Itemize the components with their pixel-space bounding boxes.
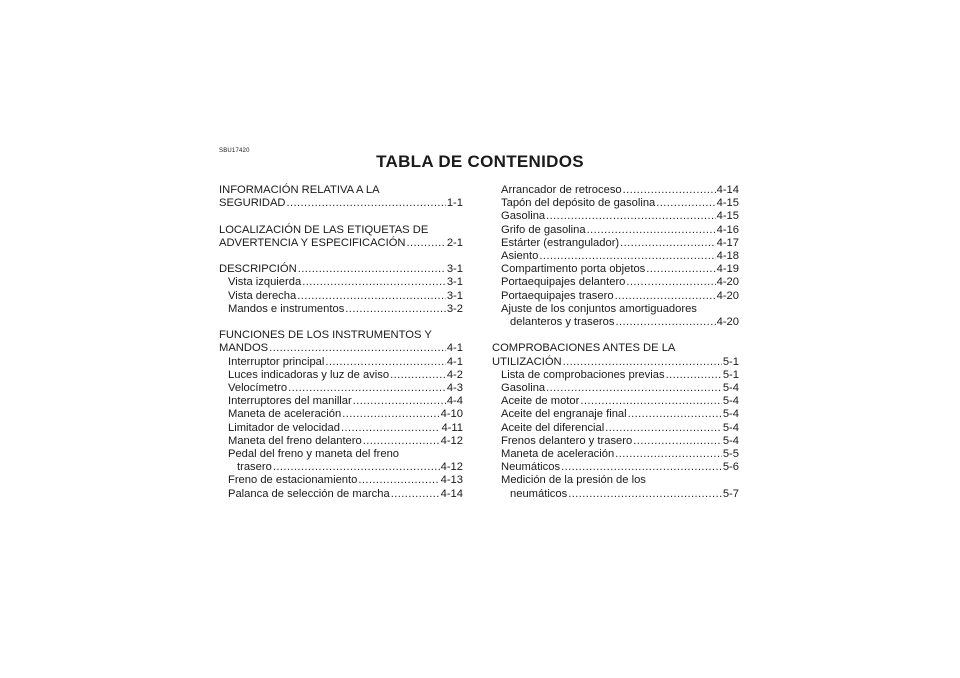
toc-entry-page: 4-12	[440, 461, 463, 474]
page-title: TABLA DE CONTENIDOS	[376, 152, 584, 171]
toc-section-heading: INFORMACIÓN RELATIVA A LA	[219, 184, 380, 196]
dot-leader	[626, 276, 715, 289]
toc-left-column	[219, 184, 463, 501]
dot-leader	[353, 395, 446, 408]
toc-subentry[interactable]	[492, 461, 739, 474]
toc-subentry[interactable]	[219, 422, 463, 435]
dot-leader	[615, 448, 722, 461]
toc-entry-page: 4-15	[716, 210, 739, 223]
toc-entry-title: Portaequipajes trasero	[501, 289, 614, 302]
dot-leader	[587, 224, 716, 237]
dot-leader	[298, 263, 446, 276]
toc-entry-page: 4-14	[440, 487, 463, 500]
dot-leader	[605, 422, 722, 435]
toc-subentry[interactable]	[492, 276, 739, 289]
dot-leader	[288, 382, 446, 395]
toc-entry-page: 3-1	[446, 289, 463, 302]
toc-section-heading: COMPROBACIONES ANTES DE LA	[492, 342, 676, 355]
toc-subentry[interactable]	[492, 210, 739, 223]
toc-entry-page: 2-1	[446, 236, 463, 249]
dot-leader	[273, 461, 440, 474]
toc-subentry[interactable]	[219, 290, 463, 303]
toc-entry-title: MANDOS	[219, 342, 269, 355]
toc-entry-page: 5-4	[722, 408, 739, 421]
dot-leader	[287, 197, 446, 210]
toc-subentry[interactable]	[492, 263, 739, 276]
dot-leader	[563, 356, 722, 369]
toc-entry-title: UTILIZACIÓN	[492, 355, 562, 368]
toc-entry-page: 4-17	[716, 236, 739, 249]
toc-entry-page: 3-1	[446, 263, 463, 276]
toc-entry-page: 4-20	[716, 289, 739, 302]
toc-entry-title: Tapón del depósito de gasolina	[501, 197, 656, 210]
dot-leader	[539, 250, 715, 263]
toc-entry-title: Portaequipajes delantero	[501, 276, 626, 289]
toc-entry-page: 4-20	[716, 276, 739, 289]
dot-leader	[646, 263, 715, 276]
toc-subentry[interactable]	[492, 488, 739, 501]
dot-leader	[580, 395, 721, 408]
toc-entry-title: Aceite del diferencial	[501, 421, 605, 434]
toc-entry-title: Aceite del engranaje final	[501, 408, 627, 421]
toc-subentry[interactable]	[219, 303, 463, 316]
toc-subentry[interactable]	[219, 276, 463, 289]
dot-leader	[623, 184, 716, 197]
toc-subentry[interactable]	[492, 197, 739, 210]
toc-subentry[interactable]	[219, 395, 463, 408]
toc-entry-title: Velocímetro	[228, 382, 288, 394]
toc-entry-page: 1-1	[446, 197, 463, 210]
toc-subentry[interactable]	[492, 408, 739, 421]
toc-entry-title: Estárter (estrangulador)	[501, 236, 620, 249]
toc-entry-page: 4-18	[716, 250, 739, 263]
toc-section-heading: FUNCIONES DE LOS INSTRUMENTOS Y	[219, 329, 432, 342]
toc-subentry-heading: Pedal del freno y maneta del freno	[228, 448, 400, 461]
toc-section-heading: LOCALIZACIÓN DE LAS ETIQUETAS DE	[219, 223, 429, 236]
toc-entry-title: Mandos e instrumentos	[228, 302, 345, 315]
toc-subentry[interactable]	[219, 461, 463, 474]
toc-subentry[interactable]	[219, 382, 463, 395]
toc-entry-title: Gasolina	[501, 382, 546, 395]
toc-subentry[interactable]	[492, 395, 739, 408]
toc-entry-title: ADVERTENCIA Y ESPECIFICACIÓN	[219, 236, 406, 249]
toc-subentry[interactable]	[492, 237, 739, 250]
toc-subentry[interactable]	[492, 435, 739, 448]
toc-subentry[interactable]	[219, 408, 463, 421]
dot-leader	[546, 210, 715, 223]
toc-entry-page: 5-4	[722, 382, 739, 395]
toc-entry-page: 4-2	[446, 368, 463, 381]
toc-subentry-heading: Ajuste de los conjuntos amortiguadores	[501, 302, 697, 315]
toc-entry-page: 5-4	[722, 421, 739, 434]
document-code: SBU17420	[219, 148, 250, 154]
toc-entry-page: 3-1	[446, 276, 463, 289]
toc-subentry[interactable]	[492, 448, 739, 461]
toc-subentry[interactable]	[492, 369, 739, 382]
dot-leader	[345, 303, 446, 316]
toc-entry-title: Luces indicadoras y luz de aviso	[228, 368, 390, 381]
toc-entry[interactable]	[219, 237, 463, 250]
toc-entry-page: 5-1	[722, 355, 739, 368]
toc-entry-title: Maneta del freno delantero	[228, 434, 362, 447]
toc-entry-title: neumáticos	[510, 487, 568, 500]
toc-entry-page: 5-6	[722, 461, 739, 474]
toc-entry-title: Interruptor principal	[228, 355, 325, 368]
toc-entry[interactable]	[219, 263, 463, 276]
toc-entry-page: 5-4	[722, 395, 739, 408]
toc-subentry[interactable]	[492, 250, 739, 263]
toc-entry-page: 3-2	[446, 302, 463, 315]
toc-entry-page: 4-19	[716, 263, 739, 276]
toc-entry-page: 4-12	[440, 434, 463, 447]
toc-entry-page: 4-13	[440, 474, 463, 487]
toc-subentry[interactable]	[492, 224, 739, 237]
dot-leader	[341, 422, 440, 435]
toc-entry-page: 4-14	[716, 184, 739, 196]
toc-subentry[interactable]	[219, 474, 463, 487]
toc-entry-title: Grifo de gasolina	[501, 223, 586, 236]
dot-leader	[620, 237, 715, 250]
dot-leader	[407, 237, 446, 250]
dot-leader	[615, 316, 715, 329]
toc-entry-title: Maneta de aceleración	[228, 408, 342, 421]
toc-entry-title: Neumáticos	[501, 461, 561, 474]
toc-entry-title: SEGURIDAD	[219, 197, 286, 210]
toc-entry-title: Vista izquierda	[228, 276, 302, 289]
toc-subentry[interactable]	[219, 488, 463, 501]
toc-entry-page: 4-10	[440, 408, 463, 421]
toc-entry-title: delanteros y traseros	[510, 316, 615, 329]
toc-entry-page: 4-11	[441, 421, 463, 434]
toc-subentry[interactable]	[492, 422, 739, 435]
dot-leader	[628, 408, 722, 421]
dot-leader	[666, 369, 722, 382]
dot-leader	[302, 276, 446, 289]
toc-entry-page: 4-1	[446, 342, 463, 355]
toc-entry-page: 4-4	[446, 395, 463, 408]
toc-subentry[interactable]	[492, 316, 739, 329]
dot-leader	[391, 488, 440, 501]
toc-entry-title: Interruptores del manillar	[228, 395, 352, 408]
toc-entry-title: trasero	[237, 461, 272, 474]
toc-entry[interactable]	[492, 356, 739, 369]
toc-entry-page: 4-15	[716, 197, 739, 210]
toc-subentry[interactable]	[492, 382, 739, 395]
dot-leader	[615, 290, 716, 303]
toc-entry[interactable]	[219, 342, 463, 355]
toc-entry-title: Frenos delantero y trasero	[501, 434, 633, 447]
toc-entry[interactable]	[219, 197, 463, 210]
dot-leader	[561, 461, 722, 474]
dot-leader	[390, 369, 446, 382]
toc-entry-page: 4-20	[716, 316, 739, 329]
toc-entry-page: 5-7	[722, 487, 739, 500]
toc-right-column	[492, 184, 739, 501]
dot-leader	[342, 408, 439, 421]
toc-entry-title: Limitador de velocidad	[228, 421, 340, 434]
dot-leader	[297, 290, 446, 303]
dot-leader	[568, 488, 722, 501]
toc-entry-page: 5-1	[722, 368, 739, 381]
toc-entry-title: Lista de comprobaciones previas	[501, 368, 665, 381]
toc-entry-title: Freno de estacionamiento	[228, 474, 358, 487]
toc-subentry[interactable]	[492, 290, 739, 303]
toc-entry-page: 5-5	[722, 448, 739, 461]
toc-entry-title: Compartimento porta objetos	[501, 263, 646, 276]
toc-entry-title: Asiento	[501, 250, 539, 263]
toc-subentry[interactable]	[219, 356, 463, 369]
dot-leader	[633, 435, 722, 448]
toc-entry-title: Gasolina	[501, 210, 546, 223]
toc-subentry-heading: Medición de la presión de los	[501, 474, 646, 487]
toc-subentry[interactable]	[219, 369, 463, 382]
toc-entry-page: 4-1	[446, 355, 463, 368]
toc-entry-title: Arrancador de retroceso	[501, 184, 622, 196]
toc-entry-page: 5-4	[722, 434, 739, 447]
toc-subentry[interactable]	[219, 435, 463, 448]
dot-leader	[363, 435, 440, 448]
toc-subentry[interactable]	[492, 184, 739, 197]
toc-entry-page: 4-3	[446, 382, 463, 394]
dot-leader	[269, 342, 446, 355]
toc-entry-page: 4-16	[716, 223, 739, 236]
toc-entry-title: Vista derecha	[228, 289, 297, 302]
toc-entry-title: Aceite de motor	[501, 395, 580, 408]
toc-entry-title: Palanca de selección de marcha	[228, 487, 390, 500]
dot-leader	[656, 197, 715, 210]
dot-leader	[546, 382, 722, 395]
dot-leader	[358, 474, 439, 487]
toc-entry-title: Maneta de aceleración	[501, 448, 615, 461]
toc-entry-title: DESCRIPCIÓN	[219, 263, 297, 276]
dot-leader	[325, 356, 445, 369]
